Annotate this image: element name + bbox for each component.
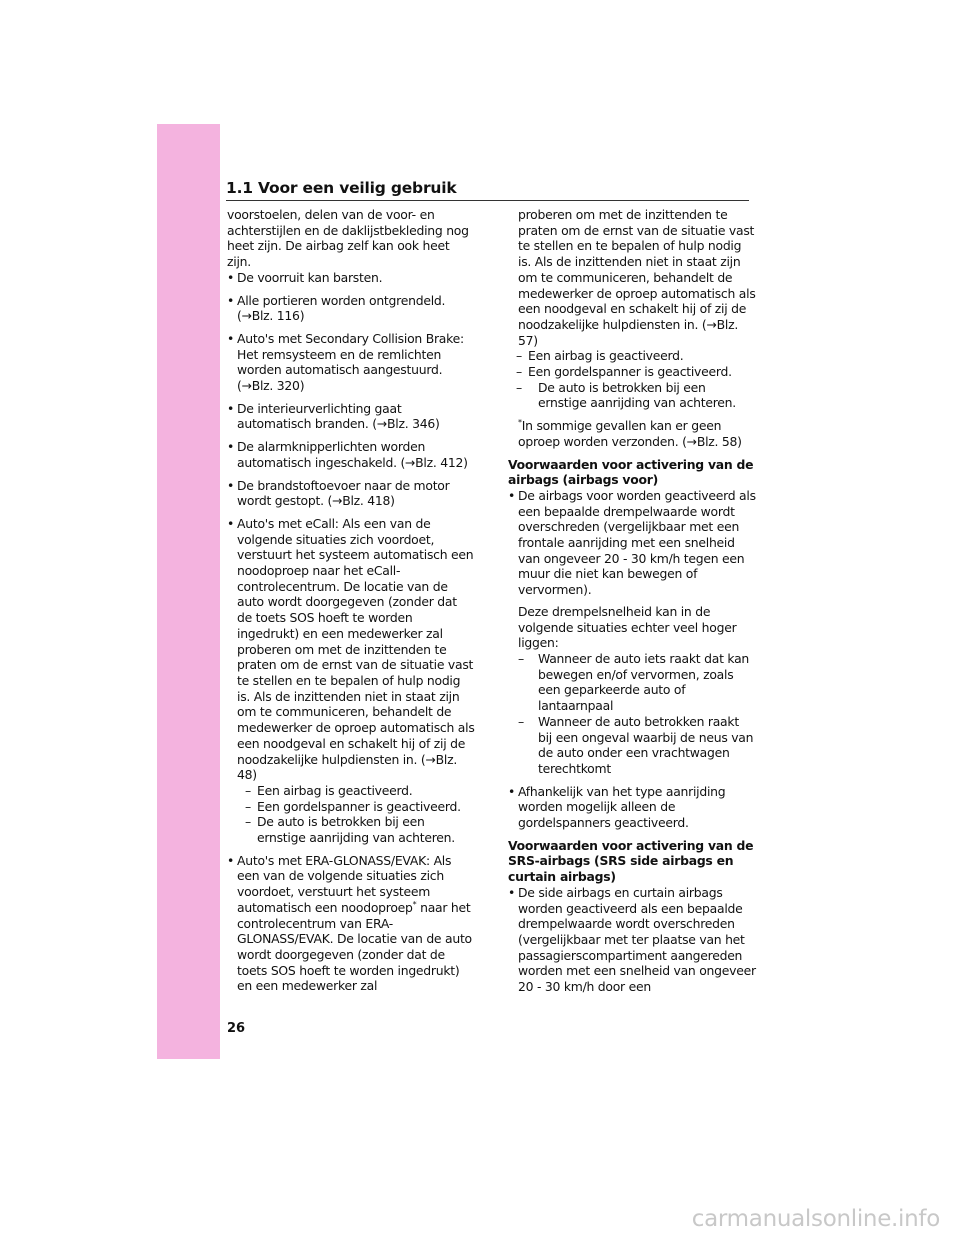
- sub-list-item-text: De auto is betrokken bij een ernstige aanrijding van achteren.: [538, 379, 736, 411]
- sub-list-item: [518, 714, 756, 777]
- intro-paragraph: voorstoelen, delen van de voor- en achterstijlen en de daklijstbekleding nog heet zijn. De airbag zelf kan ook heet zijn.: [227, 207, 469, 270]
- bullet-icon: •: [508, 783, 516, 799]
- list-item: [227, 401, 475, 432]
- left-column: [227, 207, 475, 1001]
- sub-list-item-text: Een airbag is geactiveerd.: [257, 782, 413, 798]
- list-item-collision-type: [508, 784, 756, 831]
- list-item-text: De airbags voor worden geactiveerd als een bepaalde drempelwaarde wordt overschreden (vergelijkbaar met een frontale aanrijding met een snelheid van ongeveer 20 - 30 km/h tegen een muur die niet kan bewegen of vervormen).: [518, 487, 756, 598]
- footnote-text: In sommige gevallen kan er geen oproep worden verzonden. (→Blz. 58): [518, 418, 742, 449]
- list-item-ecall: [227, 516, 475, 846]
- list-item-text: Auto's met ERA-GLONASS/EVAK: Als een van de volgende situaties zich voordoet, verstuurt het systeem automatisch een noodoproep: [237, 852, 452, 915]
- list-item: [227, 478, 475, 509]
- list-item: [227, 439, 475, 470]
- heading-side-airbags: Voorwaarden voor activering van de SRS-airbags (SRS side airbags en curtain airbags): [508, 837, 754, 885]
- watermark: carmanualsonline.info: [691, 1206, 940, 1232]
- sub-list-item: [518, 380, 756, 411]
- list-item: [227, 270, 475, 286]
- dash-icon: –: [518, 713, 524, 729]
- followup-paragraph: Deze drempelsnelheid kan in de volgende situaties echter veel hoger liggen:: [518, 603, 737, 651]
- dash-icon: –: [518, 650, 524, 666]
- bullet-icon: •: [508, 487, 516, 503]
- heading-front-airbags: Voorwaarden voor activering van de airbags (airbags voor): [508, 456, 754, 488]
- bullet-icon: •: [227, 852, 235, 868]
- sub-list-item-text: Een gordelspanner is geactiveerd.: [528, 364, 732, 380]
- sub-list-item: [518, 651, 756, 714]
- era-continuation: [508, 207, 756, 450]
- bullet-icon: •: [508, 884, 516, 900]
- list-item-text: Alle portieren worden ontgrendeld. (→Blz. 116): [237, 292, 446, 324]
- bullet-icon: •: [227, 269, 235, 285]
- sub-list-item-text: Een gordelspanner is geactiveerd.: [257, 798, 461, 814]
- bullet-icon: •: [227, 439, 235, 455]
- sub-list-item-text: Wanneer de auto iets raakt dat kan bewegen en/of vervormen, zoals een geparkeerde auto of lantaarnpaal: [538, 650, 750, 714]
- dash-icon: –: [516, 379, 522, 395]
- bullet-icon: •: [227, 400, 235, 416]
- list-item-text: Auto's met eCall: Als een van de volgende situaties zich voordoet, verstuurt het systeem automatisch een noodoproep naar het eCall-controlecentrum. De locatie van de auto wordt doorgegeven (zonder dat de toets SOS hoeft te worden ingedrukt) en een medewerker zal proberen om met de inzittenden te praten om de ernst van de situatie vast te stellen en te bepalen of hulp nodig is. Als de inzittenden niet in staat zijn om te communiceren, behandelt de medewerker de oproep automatisch als een noodgeval en schakelt hij of zij de noodzakelijke hulpdiensten in. (→Blz. 48): [237, 515, 475, 783]
- bullet-icon: •: [227, 515, 235, 531]
- page-number: 26: [227, 1021, 246, 1036]
- dash-icon: –: [516, 348, 522, 364]
- dash-icon: –: [245, 782, 251, 798]
- footnote: [518, 418, 756, 449]
- list-item-side-airbags: [508, 885, 756, 995]
- footnote-marker: *: [412, 899, 417, 909]
- list-item-text-continued: naar het controlecentrum van ERA-GLONASS/EVAK. De locatie van de auto wordt doorgegeven (zonder dat de toets SOS hoeft te worden ingedrukt) en een medewerker zal: [237, 899, 472, 994]
- list-item-text: De alarmknipperlichten worden automatisch ingeschakeld. (→Blz. 412): [237, 439, 468, 470]
- sub-list-item-text: De auto is betrokken bij een ernstige aanrijding van achteren.: [257, 814, 455, 846]
- continuation-paragraph: proberen om met de inzittenden te praten om de ernst van de situatie vast te stellen en te bepalen of hulp nodig is. Als de inzittenden niet in staat zijn om te communiceren, behandelt de medewerker de oproep automatisch als een noodgeval en schakelt hij of zij de noodzakelijke hulpdiensten in. (→Blz. 57): [518, 207, 756, 348]
- bullet-icon: •: [227, 330, 235, 346]
- list-item-text: De side airbags en curtain airbags worden geactiveerd als een bepaalde drempelwaarde wordt overschreden (vergelijkbaar met ter plaatse van het passagierscompartiment aangereden worden met een snelheid van ongeveer 20 - 30 km/h door een: [518, 884, 756, 995]
- list-item: [227, 293, 475, 324]
- list-item-text: Afhankelijk van het type aanrijding worden mogelijk alleen de gordelspanners geactiveerd.: [518, 783, 726, 831]
- sub-list-item: [518, 348, 756, 364]
- list-item-era-glonass: [227, 853, 475, 994]
- bullet-icon: •: [227, 477, 235, 493]
- list-item-text: De brandstoftoevoer naar de motor wordt gestopt. (→Blz. 418): [237, 477, 450, 509]
- sub-list-item: [237, 799, 475, 815]
- sub-list-item: [237, 814, 475, 845]
- sub-list-item: [518, 364, 756, 380]
- dash-icon: –: [516, 364, 522, 380]
- right-column: [508, 207, 756, 1002]
- dash-icon: –: [245, 798, 251, 814]
- footnote-marker: *: [518, 418, 522, 428]
- section-title: 1.1 Voor een veilig gebruik: [226, 179, 457, 197]
- list-item-text: Auto's met Secondary Collision Brake: Het remsysteem en de remlichten worden automatisch aangestuurd. (→Blz. 320): [237, 330, 464, 394]
- list-item-front-airbags: [508, 488, 756, 777]
- list-item-text: De voorruit kan barsten.: [237, 269, 383, 285]
- sub-list-item: [237, 783, 475, 799]
- dash-icon: –: [245, 814, 251, 830]
- sub-list-item-text: Een airbag is geactiveerd.: [528, 348, 684, 364]
- title-divider: [226, 200, 749, 201]
- list-item-text: De interieurverlichting gaat automatisch branden. (→Blz. 346): [237, 400, 440, 432]
- sub-list-item-text: Wanneer de auto betrokken raakt bij een ongeval waarbij de neus van de auto onder een vrachtwagen terechtkomt: [538, 713, 754, 776]
- chapter-side-tab: [157, 124, 220, 1059]
- bullet-icon: •: [227, 292, 235, 308]
- list-item: [227, 331, 475, 394]
